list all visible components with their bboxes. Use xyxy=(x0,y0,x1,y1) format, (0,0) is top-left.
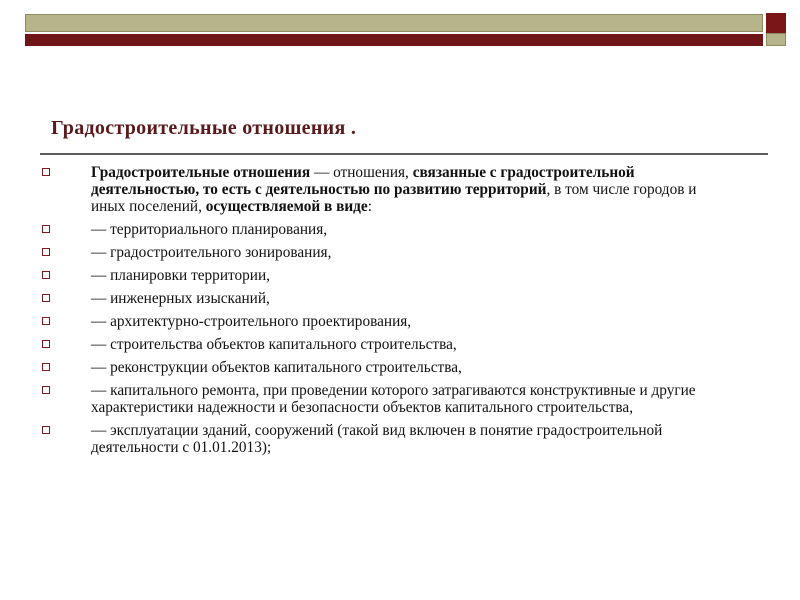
list-item-text: — эксплуатации зданий, сооружений (такой вид включен в понятие градостроительной деятельности с 01.01.2013); xyxy=(91,422,663,456)
definition-term: Градостроительные отношения xyxy=(91,164,311,181)
list-item-text: — реконструкции объектов капитального строительства, xyxy=(91,359,462,376)
title-divider xyxy=(40,153,768,155)
list-item-text: — архитектурно-строительного проектирования, xyxy=(91,313,412,330)
list-item xyxy=(0,290,720,307)
header-decor-bar-maroon xyxy=(25,34,763,46)
list-item-text: — территориального планирования, xyxy=(91,221,328,238)
square-bullet-icon xyxy=(42,168,50,176)
list-item xyxy=(0,221,720,238)
list-item xyxy=(0,422,720,456)
square-bullet-icon xyxy=(42,426,50,434)
square-bullet-icon xyxy=(42,340,50,348)
definition-bold-1: связанные с градостроительной деятельностью, то есть с деятельностью по развитию территорий xyxy=(91,164,635,198)
list-item xyxy=(0,359,720,376)
definition-bold-2: осуществляемой в виде xyxy=(205,198,368,215)
bullet-list xyxy=(0,164,720,462)
square-bullet-icon xyxy=(42,317,50,325)
list-item xyxy=(0,336,720,353)
definition-item xyxy=(0,164,720,215)
list-item xyxy=(0,244,720,261)
definition-middle: , в том числе городов и иных поселений, xyxy=(91,181,697,215)
list-item xyxy=(0,313,720,330)
definition-dash: — отношения, xyxy=(310,164,413,181)
list-item-text: — инженерных изысканий, xyxy=(91,290,270,307)
square-bullet-icon xyxy=(42,386,50,394)
list-item-text: — строительства объектов капитального строительства, xyxy=(91,336,457,353)
square-bullet-icon xyxy=(42,248,50,256)
definition-end: : xyxy=(367,198,372,215)
header-decor-bar-olive xyxy=(25,14,763,32)
header-decor-corner-olive xyxy=(766,33,786,46)
square-bullet-icon xyxy=(42,225,50,233)
header-decor-corner-red xyxy=(766,13,786,33)
square-bullet-icon xyxy=(42,294,50,302)
list-item xyxy=(0,267,720,284)
slide-title: Градостроительные отношения . xyxy=(51,117,357,139)
list-item-text: — градостроительного зонирования, xyxy=(91,244,332,261)
square-bullet-icon xyxy=(42,363,50,371)
list-item xyxy=(0,382,720,416)
list-item-text: — планировки территории, xyxy=(91,267,270,284)
square-bullet-icon xyxy=(42,271,50,279)
list-item-text: — капитального ремонта, при проведении которого затрагиваются конструктивные и другие характеристики надежности и безопасности объектов капитального строительства, xyxy=(91,382,696,416)
